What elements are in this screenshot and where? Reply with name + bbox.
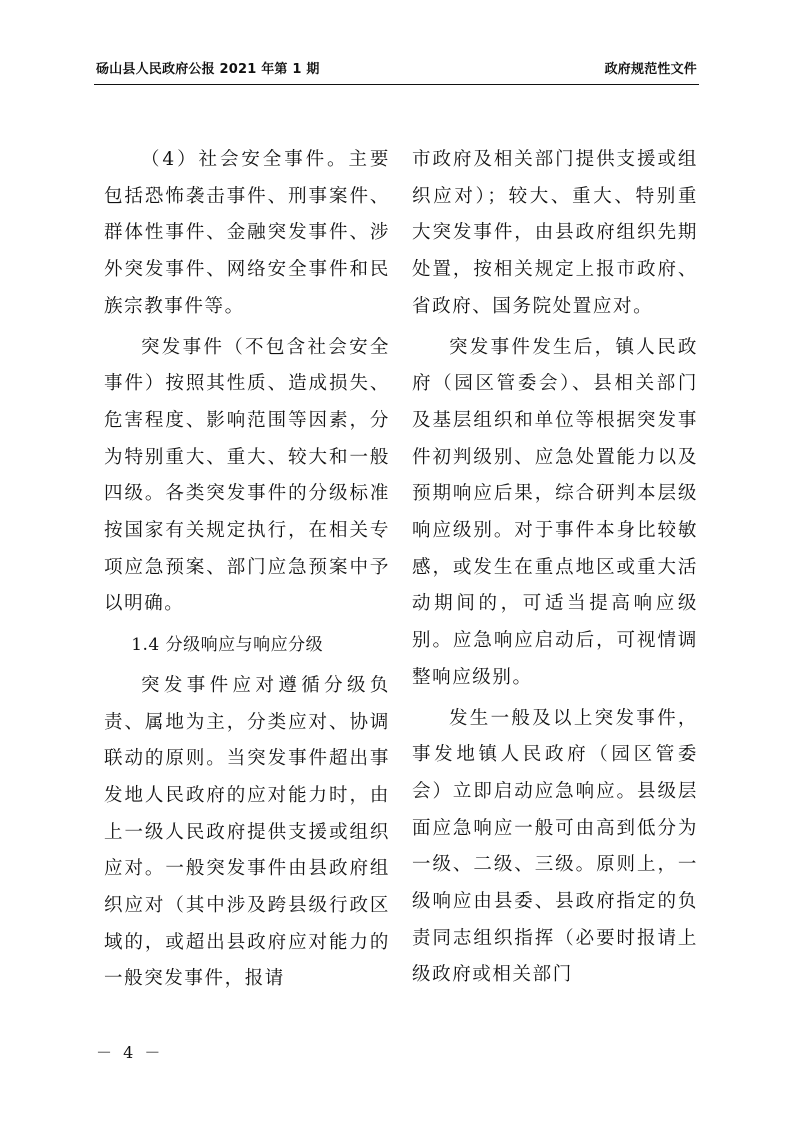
right-column xyxy=(412,142,698,998)
section-heading: 1.4 分级响应与响应分级 xyxy=(131,635,324,656)
paragraph-response-level: 突发事件发生后，镇人民政府（园区管委会）、县相关部门及基层组织和单位等根据突发事件初判级别、应急处置能力以及预期响应后果，综合研判本层级响应级别。对于事件本身比较敏感，或发生在重点地区或重大活动期间的，可适当提高响应级别。应急响应启动后，可视情调整响应级别。 xyxy=(412,336,698,688)
paragraph-emergency-response: 发生一般及以上突发事件，事发地镇人民政府（园区管委会）立即启动应急响应。县级层面应急响应一般可由高到低分为一级、二级、三级。原则上，一级响应由县委、县政府指定的负责同志组织指挥（必要时报请上级政府或相关部门 xyxy=(412,707,698,986)
paragraph-event-grading: 突发事件（不包含社会安全事件）按照其性质、造成损失、危害程度、影响范围等因素，分为特别重大、重大、较大和一般四级。各类突发事件的分级标准按国家有关规定执行，在相关专项应急预案、部门应急预案中予以明确。 xyxy=(104,336,390,615)
paragraph-continued: 市政府及相关部门提供支援或组织应对）；较大、重大、特别重大突发事件，由县政府组织先期处置，按相关规定上报市政府、省政府、国务院处置应对。 xyxy=(412,149,698,317)
bulletin-title: 砀山县人民政府公报 2021 年第 1 期 xyxy=(96,62,320,77)
page-number: － 4 － xyxy=(96,1043,164,1062)
page-header xyxy=(94,60,699,82)
section-title: 政府规范性文件 xyxy=(604,62,697,77)
left-column xyxy=(104,142,390,1002)
paragraph-social-security-events: （4）社会安全事件。主要包括恐怖袭击事件、刑事案件、群体性事件、金融突发事件、涉外突发事件、网络安全事件和民族宗教事件等。 xyxy=(104,149,390,317)
paragraph-response-principles: 突发事件应对遵循分级负责、属地为主，分类应对、协调联动的原则。当突发事件超出事发地人民政府的应对能力时，由上一级人民政府提供支援或组织应对。一般突发事件由县政府组织应对（其中涉及跨县级行政区域的，或超出县政府应对能力的一般突发事件，报请 xyxy=(104,674,390,990)
header-divider xyxy=(94,84,699,85)
